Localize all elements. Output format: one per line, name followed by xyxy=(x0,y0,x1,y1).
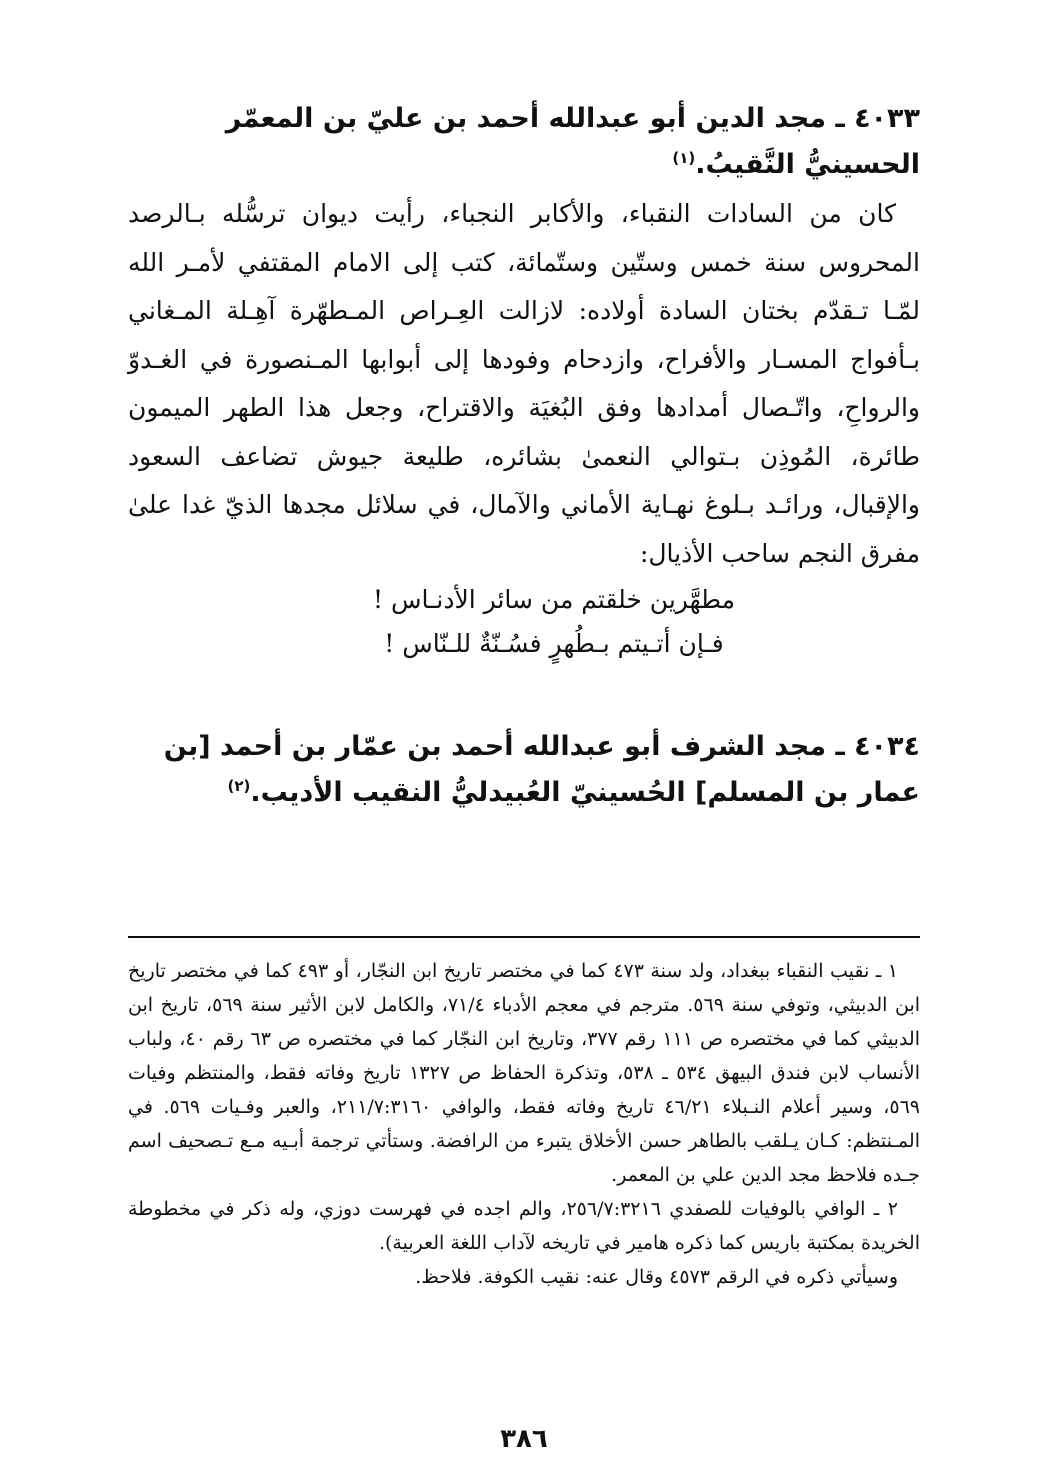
verse-line: فـإن أتـيتم بـطُهرٍ فسُـنّةٌ للـنّاس ! xyxy=(384,629,724,658)
entry-body: كان من السادات النقباء، والأكابر النجباء، رأيت ديوان ترسُّله بـالرصد المحروس سنة خمس وستّين وستّمائة، كتب إلى الامام المقتفي لأمـر الله لمّـا تـقدّم بختان السادة أولاده: لازالت العِـراص المـطهّرة آهِـلة المـغاني بـأفواج المسـار والأفراح، وازدحام وفودها إلى أبوابها المـنصورة في الغـدوّ والرواحِ، واتّـصال أمدادها وفق البُغيَة والاقتراح، وجعل هذا الطهر الميمون طائرة، المُوذِن بـتوالي النعمىٰ بشائره، طليعة جيوش تضاعف السعود والإقبال، ورائـد بـلوغ نهـاية الأماني والآمال، في سلائل مجدها الذيّ غدا علىٰ مفرق النجم ساحب الأذيال: xyxy=(128,199,920,568)
footnote-1: ١ ـ نقيب النقباء ببغداد، ولد سنة ٤٧٣ كما في مختصر تاريخ ابن النجّار، أو ٤٩٣ كما في مختصر تاريخ ابن الدبيثي، وتوفي سنة ٥٦٩. مترجم في معجم الأدباء ٧١/٤، والكامل لابن الأثير سنة ٥٦٩، تاريخ ابن الدبيثي كما في مختصره ص ١١١ رقم ٣٧٧، وتاريخ ابن النجّار كما في مختصره ص ٦٣ رقم ٤٠، ولباب الأنساب لابن فندق البيهق ٥٣٤ ـ ٥٣٨، وتذكرة الحفاظ ص ١٣٢٧ تاريخ وفاته فقط، والمنتظم وفيات ٥٦٩، وسير أعلام النـبلاء ٤٦/٢١ تاريخ وفاته فقط، والوافي ٢١١/٧:٣١٦٠، والعبر وفـيات ٥٦٩. في المـنتظم: كـان يـلقب بالطاهر حسن الأخلاق يتبرء من الرافضة. وستأتي ترجمة أبـيه مـع تـصحيف اسم جـده فلاحظ مجد الدين علي بن المعمر. xyxy=(128,960,921,1186)
page-number: ٣٨٦ xyxy=(500,1424,548,1454)
footnote-2-note: وسيأتي ذكره في الرقم ٤٥٧٣ وقال عنه: نقيب الكوفة. فلاحظ. xyxy=(415,1266,898,1288)
entry-title xyxy=(128,724,920,816)
footnote-divider xyxy=(128,936,920,938)
entry-title-text: ٤٠٣٤ ـ مجد الشرف أبو عبدالله أحمد بن عمّار بن أحمد [بن عمار بن المسلم] الحُسينيّ العُبيدليُّ النقيب الأديب. xyxy=(163,731,920,808)
footnotes xyxy=(128,954,920,1294)
footnote-ref[interactable]: (١) xyxy=(672,149,696,167)
entry-title-text: ٤٠٣٣ ـ مجد الدين أبو عبدالله أحمد بن عليّ بن المعمّر الحسينيُّ النَّقيبُ. xyxy=(225,103,920,180)
poem-verse xyxy=(128,578,920,666)
page xyxy=(128,96,921,1454)
footnote-2: ٢ ـ الوافي بالوفيات للصفدي ٢٥٦/٧:٣٢١٦، والم اجده في فهرست دوزي، وله ذكر في مخطوطة الخريدة بمكتبة باريس كما ذكره هامير في تاريخه لآداب اللغة العربية). xyxy=(128,1198,920,1254)
entry-4034 xyxy=(128,724,920,816)
verse-line: مطهَّرين خلقتم من سائر الأدنـاس ! xyxy=(372,585,736,614)
entry-4033 xyxy=(128,96,920,666)
footnote-ref[interactable]: (٢) xyxy=(227,777,251,795)
entry-title xyxy=(128,96,920,188)
